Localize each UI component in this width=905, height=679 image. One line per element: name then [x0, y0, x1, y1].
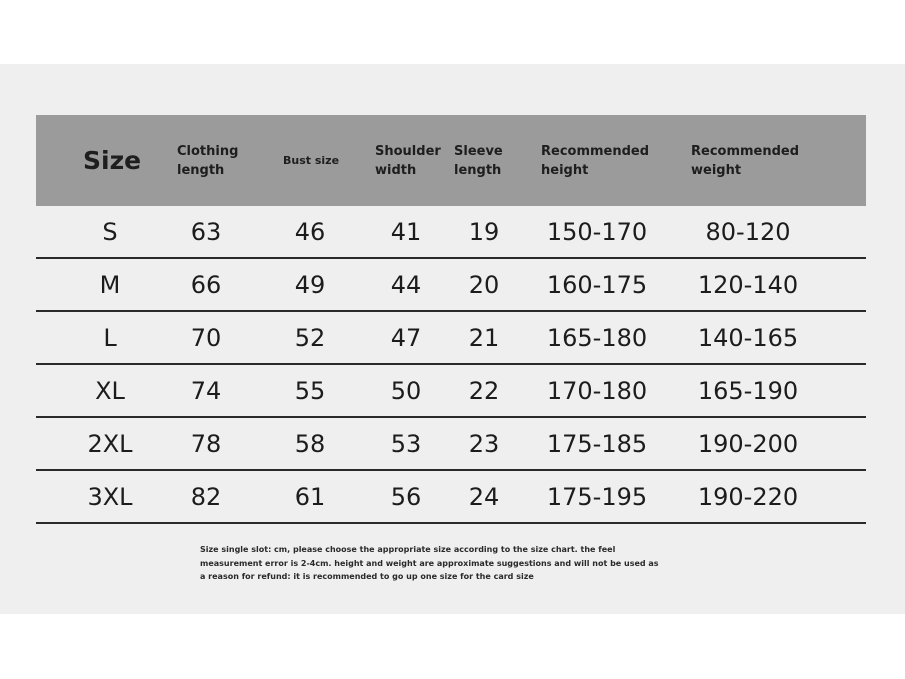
- cell-weight: 165-190: [697, 376, 799, 405]
- cell-clothing-length: 70: [190, 323, 222, 352]
- cell-height: 175-195: [546, 482, 648, 511]
- cell-clothing-length: 66: [190, 270, 222, 299]
- table-header: [36, 115, 866, 206]
- cell-sleeve: 22: [468, 376, 500, 405]
- cell-weight: 120-140: [697, 270, 799, 299]
- cell-size: XL: [95, 376, 125, 405]
- cell-bust: 46: [294, 217, 326, 246]
- cell-sleeve: 20: [468, 270, 500, 299]
- cell-weight: 190-220: [697, 482, 799, 511]
- cell-weight: 80-120: [705, 217, 791, 246]
- table-row: [36, 206, 866, 259]
- table-row: [36, 365, 866, 418]
- table-row: [36, 259, 866, 312]
- cell-bust: 58: [294, 429, 326, 458]
- cell-clothing-length: 78: [190, 429, 222, 458]
- note-line: Size single slot: cm, please choose the appropriate size according to the size chart. the feel: [200, 545, 616, 554]
- cell-shoulder: 44: [390, 270, 422, 299]
- cell-weight: 190-200: [697, 429, 799, 458]
- cell-sleeve: 23: [468, 429, 500, 458]
- cell-bust: 55: [294, 376, 326, 405]
- header-size: Size: [83, 145, 142, 175]
- size-note: [200, 543, 700, 584]
- cell-shoulder: 47: [390, 323, 422, 352]
- note-line: measurement error is 2-4cm. height and weight are approximate suggestions and will not be used as: [200, 558, 659, 568]
- header-recommended-weight: Recommended weight: [691, 143, 800, 178]
- header-shoulder-width: Shoulder width: [375, 143, 441, 178]
- cell-size: L: [103, 323, 117, 352]
- cell-shoulder: 41: [390, 217, 422, 246]
- cell-size: 3XL: [87, 482, 133, 511]
- header-bust-size: Bust size: [283, 154, 340, 167]
- cell-height: 170-180: [546, 376, 648, 405]
- table-row: [36, 312, 866, 365]
- note-line: a reason for refund: it is recommended to go up one size for the card size: [200, 572, 534, 581]
- cell-weight: 140-165: [697, 323, 799, 352]
- cell-clothing-length: 82: [190, 482, 222, 511]
- cell-bust: 52: [294, 323, 326, 352]
- header-clothing-length: Clothing length: [177, 143, 239, 178]
- header-recommended-height: Recommended height: [541, 143, 650, 178]
- cell-shoulder: 56: [390, 482, 422, 511]
- cell-clothing-length: 63: [190, 217, 222, 246]
- cell-bust: 61: [294, 482, 326, 511]
- cell-size: 2XL: [87, 429, 133, 458]
- cell-height: 150-170: [546, 217, 648, 246]
- cell-sleeve: 21: [468, 323, 500, 352]
- cell-clothing-length: 74: [190, 376, 222, 405]
- table-row: [36, 418, 866, 471]
- cell-bust: 49: [294, 270, 326, 299]
- cell-size: S: [102, 217, 118, 246]
- cell-shoulder: 50: [390, 376, 422, 405]
- cell-height: 175-185: [546, 429, 648, 458]
- cell-height: 160-175: [546, 270, 648, 299]
- cell-shoulder: 53: [390, 429, 422, 458]
- cell-size: M: [99, 270, 121, 299]
- header-sleeve-length: Sleeve length: [454, 143, 503, 178]
- cell-height: 165-180: [546, 323, 648, 352]
- cell-sleeve: 19: [468, 217, 500, 246]
- cell-sleeve: 24: [468, 482, 500, 511]
- table-row: [36, 471, 866, 524]
